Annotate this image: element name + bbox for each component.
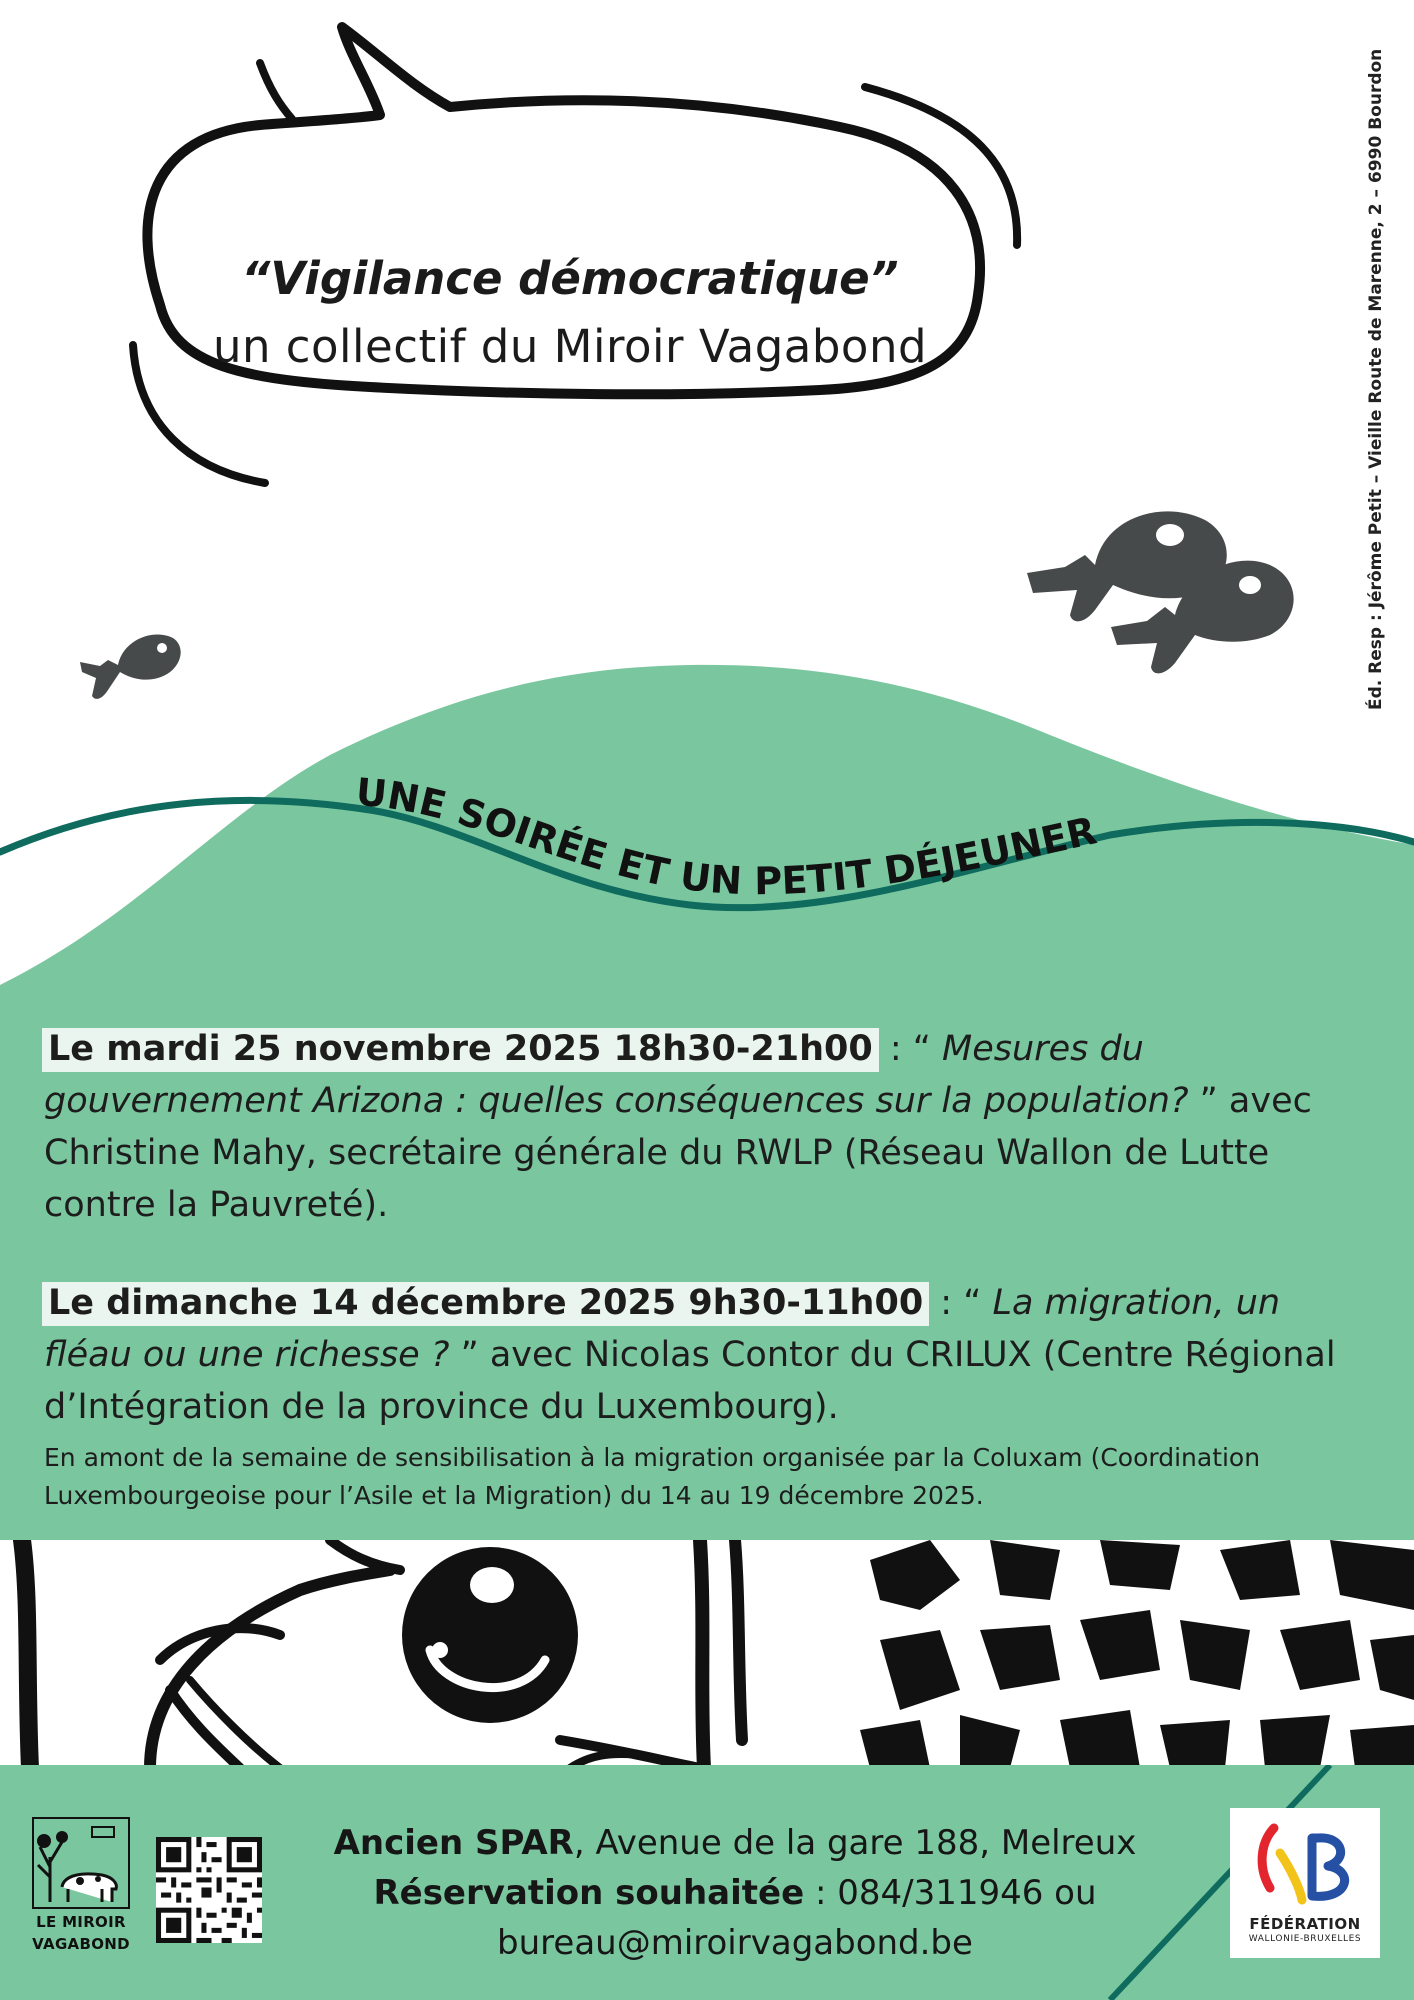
wave-heading	[0, 770, 1414, 960]
event-2-title: La migration, un fléau ou une richesse ?	[44, 1283, 1281, 1375]
fwb-emblem-icon	[1230, 1808, 1380, 1912]
venue-address: , Avenue de la gare 188, Melreux	[573, 1823, 1137, 1863]
collective-subtitle: un collectif du Miroir Vagabond	[212, 320, 928, 373]
event-2-details: ” avec Nicolas Contor du CRILUX (Centre Régional d’Intégration de la province du Luxembourg).	[44, 1335, 1336, 1427]
event-2-separator: : “	[929, 1283, 993, 1323]
event-1-separator: : “	[878, 1029, 943, 1069]
fwb-name: FÉDÉRATION	[1249, 1915, 1361, 1933]
event-1	[44, 1023, 1374, 1231]
miroir-logo-line2: VAGABOND	[32, 1935, 130, 1953]
venue-info	[300, 1818, 1170, 1968]
event-1-details: ” avec Christine Mahy, secrétaire générale du RWLP (Réseau Wallon de Lutte contre la Pauvreté).	[44, 1081, 1312, 1225]
reservation-label: Réservation souhaitée	[373, 1873, 805, 1913]
editor-responsible	[1360, 48, 1392, 710]
ink-doodle-band	[0, 1540, 1414, 1768]
footer	[0, 1765, 1414, 2000]
event-series-heading-text: UNE SOIRÉE ET UN PETIT DÉJEUNER	[354, 770, 1101, 904]
editor-responsible-text: Éd. Resp : Jérôme Petit – Vieille Route de Marenne, 2 – 6990 Bourdon	[1366, 48, 1386, 710]
contact-email[interactable]: bureau@miroirvagabond.be	[497, 1923, 973, 1963]
event-2-date: Le dimanche 14 décembre 2025 9h30-11h00	[42, 1282, 929, 1326]
federation-wallonie-bruxelles-logo	[1230, 1808, 1380, 1958]
venue-line	[300, 1818, 1170, 1868]
fwb-subtitle: WALLONIE-BRUXELLES	[1248, 1934, 1362, 1944]
bubble-text	[190, 245, 950, 381]
miroir-vagabond-logo	[30, 1817, 132, 1959]
miroir-logo-line1: LE MIROIR	[36, 1913, 126, 1931]
venue-name: Ancien SPAR	[333, 1823, 574, 1863]
event-1-date: Le mardi 25 novembre 2025 18h30-21h00	[42, 1028, 879, 1072]
reservation-line	[300, 1868, 1170, 1918]
reservation-phone: : 084/311946 ou	[804, 1873, 1097, 1913]
collective-title: “Vigilance démocratique”	[241, 252, 899, 305]
event-list	[44, 1023, 1374, 1561]
event-2-note: En amont de la semaine de sensibilisation à la migration organisée par la Coluxam (Coordination Luxembourgeoise pour l’Asile et la Migration) du 14 au 19 décembre 2025.	[44, 1443, 1261, 1510]
event-1-title: Mesures du gouvernement Arizona : quelles conséquences sur la population?	[44, 1029, 1189, 1121]
event-2	[44, 1277, 1374, 1515]
cow-tree-icon	[32, 1817, 130, 1909]
qr-code[interactable]	[156, 1837, 262, 1943]
